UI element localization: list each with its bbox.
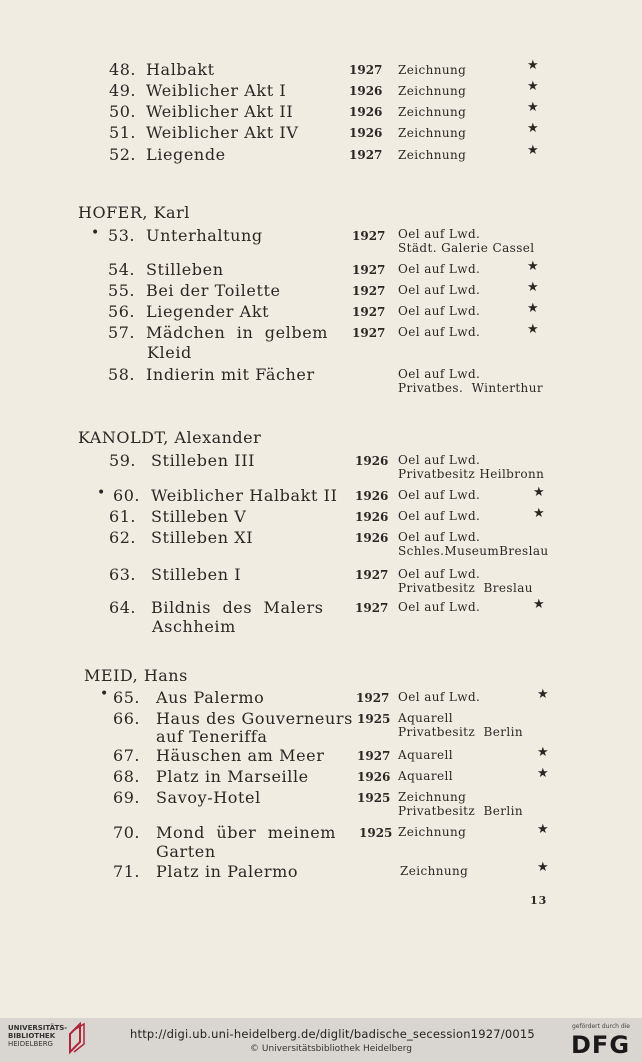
entry-title: Stilleben I — [151, 565, 242, 584]
artist-heading: MEID, Hans — [84, 666, 188, 685]
entry-title: Halbakt — [146, 60, 215, 79]
star-icon: ★ — [537, 766, 549, 781]
entry-number: 58. — [108, 365, 135, 384]
entry-technique: Zeichnung — [398, 105, 467, 119]
library-logo-text — [8, 1024, 68, 1048]
entry-title: Stilleben V — [151, 507, 247, 526]
entry-owner: Privatbesitz Breslau — [398, 581, 533, 595]
entry-61 — [0, 507, 642, 529]
entry-technique: Oel auf Lwd. — [398, 567, 481, 581]
entry-number: 50. — [109, 102, 136, 121]
page-number: 13 — [530, 894, 548, 907]
entry-year: 1926 — [355, 454, 389, 468]
star-icon: ★ — [527, 143, 539, 158]
entry-number: 61. — [109, 507, 136, 526]
footer-bar — [0, 1018, 642, 1062]
entry-title: Weiblicher Akt IV — [146, 123, 299, 142]
star-icon: ★ — [527, 259, 539, 274]
entry-year: 1926 — [349, 105, 383, 119]
star-icon: ★ — [533, 597, 545, 612]
entry-year: 1927 — [352, 229, 386, 243]
entry-title: Liegende — [146, 145, 226, 164]
entry-number: 59. — [109, 451, 136, 470]
entry-technique: Oel auf Lwd. — [398, 530, 481, 544]
entry-technique: Oel auf Lwd. — [398, 367, 481, 381]
entry-title-continued: Kleid — [147, 343, 192, 362]
entry-technique: Oel auf Lwd. — [398, 509, 481, 523]
entry-title: Bildnis des Malers — [151, 598, 324, 617]
entry-number: 56. — [108, 302, 135, 321]
entry-year: 1927 — [352, 326, 386, 340]
entry-year: 1927 — [355, 601, 389, 615]
entry-technique: Oel auf Lwd. — [398, 453, 481, 467]
entry-title: Savoy-Hotel — [156, 788, 261, 807]
entry-title: Haus des Gouverneurs — [156, 709, 353, 728]
star-icon: ★ — [527, 58, 539, 73]
entry-technique: Oel auf Lwd. — [398, 325, 481, 339]
entry-68 — [0, 767, 642, 789]
entry-number: 66. — [113, 709, 140, 728]
library-name-line2: BIBLIOTHEK — [8, 1032, 56, 1040]
entry-title: Aus Palermo — [156, 688, 265, 707]
entry-65 — [0, 688, 642, 710]
entry-owner: Privatbesitz Heilbronn — [398, 467, 545, 481]
entry-title: Unterhaltung — [146, 226, 263, 245]
entry-technique: Aquarell — [398, 748, 453, 762]
entry-technique: Zeichnung — [398, 63, 467, 77]
entry-technique: Oel auf Lwd. — [398, 283, 481, 297]
entry-number: 65. — [113, 688, 140, 707]
entry-66 — [0, 709, 642, 746]
entry-title: Weiblicher Akt I — [146, 81, 287, 100]
entry-title: Mädchen in gelbem — [146, 323, 329, 342]
entry-title: Stilleben — [146, 260, 224, 279]
entry-year: 1926 — [355, 510, 389, 524]
entry-number: 48. — [109, 60, 136, 79]
star-icon: ★ — [537, 687, 549, 702]
library-name-line1: UNIVERSITÄTS- — [8, 1024, 68, 1032]
entry-owner: Städt. Galerie Cassel — [398, 241, 535, 255]
entry-55 — [0, 281, 642, 303]
entry-number: 49. — [109, 81, 136, 100]
entry-title: Platz in Marseille — [156, 767, 309, 786]
entry-technique: Zeichnung — [398, 126, 467, 140]
star-icon: ★ — [527, 322, 539, 337]
entry-title: Weiblicher Akt II — [146, 102, 294, 121]
star-icon: ★ — [537, 822, 549, 837]
entry-title: Liegender Akt — [146, 302, 270, 321]
entry-year: 1926 — [357, 770, 391, 784]
entry-year: 1926 — [349, 84, 383, 98]
entry-technique: Zeichnung — [400, 864, 469, 878]
dfg-logo: DFG — [571, 1031, 631, 1059]
entry-71 — [0, 862, 642, 884]
entry-owner: Privatbes. Winterthur — [398, 381, 543, 395]
entry-number: 70. — [113, 823, 140, 842]
entry-63 — [0, 565, 642, 595]
entry-title: Stilleben XI — [151, 528, 254, 547]
bullet-icon: • — [91, 225, 100, 241]
entry-70 — [0, 822, 642, 861]
entry-technique: Oel auf Lwd. — [398, 304, 481, 318]
artist-heading: KANOLDT, Alexander — [78, 428, 262, 447]
entry-year: 1927 — [356, 691, 390, 705]
entry-number: 69. — [113, 788, 140, 807]
entry-69 — [0, 788, 642, 818]
funding-label: gefördert durch die — [572, 1023, 630, 1030]
entry-60 — [0, 486, 642, 508]
entry-number: 64. — [109, 598, 136, 617]
star-icon: ★ — [527, 301, 539, 316]
entry-technique: Zeichnung — [398, 84, 467, 98]
entry-year: 1927 — [355, 568, 389, 582]
entry-number: 62. — [109, 528, 136, 547]
entry-title-continued: Aschheim — [152, 617, 236, 636]
entry-title: Häuschen am Meer — [156, 746, 325, 765]
bullet-icon: • — [100, 686, 109, 702]
entry-year: 1926 — [349, 126, 383, 140]
entry-year: 1925 — [359, 826, 393, 840]
entry-53 — [0, 225, 642, 255]
star-icon: ★ — [537, 860, 549, 875]
entry-57 — [0, 322, 642, 362]
library-logo-icon — [66, 1022, 86, 1056]
entry-number: 54. — [108, 260, 135, 279]
entry-59 — [0, 451, 642, 481]
entry-technique: Zeichnung — [398, 825, 467, 839]
star-icon: ★ — [533, 506, 545, 521]
entry-technique: Zeichnung — [398, 148, 467, 162]
entry-58 — [0, 365, 642, 395]
library-name-line3: HEIDELBERG — [8, 1040, 53, 1048]
star-icon: ★ — [537, 745, 549, 760]
entry-54 — [0, 260, 642, 282]
entry-52 — [0, 145, 642, 167]
entry-title: Indierin mit Fächer — [146, 365, 315, 384]
entry-number: 55. — [108, 281, 135, 300]
entry-number: 63. — [109, 565, 136, 584]
entry-owner: Schles.MuseumBreslau — [398, 544, 549, 558]
entry-year: 1927 — [349, 63, 383, 77]
entry-year: 1926 — [355, 531, 389, 545]
entry-technique: Aquarell — [398, 769, 453, 783]
entry-48 — [0, 60, 642, 82]
entry-technique: Oel auf Lwd. — [398, 262, 481, 276]
entry-number: 71. — [113, 862, 140, 881]
entry-51 — [0, 123, 642, 145]
star-icon: ★ — [527, 79, 539, 94]
source-url-link[interactable]: http://digi.ub.uni-heidelberg.de/diglit/badische_secession1927/0015 — [130, 1027, 535, 1041]
entry-number: 68. — [113, 767, 140, 786]
entry-year: 1925 — [357, 791, 391, 805]
entry-year: 1927 — [352, 263, 386, 277]
entry-title: Weiblicher Halbakt II — [151, 486, 338, 505]
entry-year: 1927 — [352, 305, 386, 319]
entry-49 — [0, 81, 642, 103]
entry-64 — [0, 597, 642, 636]
entry-technique: Oel auf Lwd. — [398, 227, 481, 241]
entry-title: Bei der Toilette — [146, 281, 281, 300]
star-icon: ★ — [533, 485, 545, 500]
entry-number: 60. — [113, 486, 140, 505]
entry-year: 1925 — [357, 712, 391, 726]
entry-67 — [0, 746, 642, 768]
entry-technique: Oel auf Lwd. — [398, 690, 481, 704]
entry-title-continued: auf Teneriffa — [156, 727, 268, 746]
entry-number: 53. — [108, 226, 135, 245]
entry-title: Stilleben III — [151, 451, 256, 470]
entry-year: 1926 — [355, 489, 389, 503]
artist-heading: HOFER, Karl — [78, 203, 190, 222]
entry-56 — [0, 302, 642, 324]
entry-50 — [0, 102, 642, 124]
entry-number: 51. — [109, 123, 136, 142]
entry-title-continued: Garten — [156, 842, 216, 861]
entry-owner: Privatbesitz Berlin — [398, 804, 524, 818]
entry-technique: Oel auf Lwd. — [398, 600, 481, 614]
star-icon: ★ — [527, 280, 539, 295]
entry-year: 1927 — [357, 749, 391, 763]
entry-technique: Oel auf Lwd. — [398, 488, 481, 502]
entry-62 — [0, 528, 642, 558]
copyright-text: © Universitätsbibliothek Heidelberg — [250, 1044, 413, 1054]
star-icon: ★ — [527, 121, 539, 136]
entry-year: 1927 — [349, 148, 383, 162]
entry-number: 57. — [108, 323, 135, 342]
entry-technique: Aquarell — [398, 711, 453, 725]
entry-owner: Privatbesitz Berlin — [398, 725, 524, 739]
entry-title: Platz in Palermo — [156, 862, 299, 881]
star-icon: ★ — [527, 100, 539, 115]
entry-title: Mond über meinem — [156, 823, 337, 842]
entry-year: 1927 — [352, 284, 386, 298]
bullet-icon: • — [97, 485, 106, 501]
entry-technique: Zeichnung — [398, 790, 467, 804]
entry-number: 52. — [109, 145, 136, 164]
entry-number: 67. — [113, 746, 140, 765]
